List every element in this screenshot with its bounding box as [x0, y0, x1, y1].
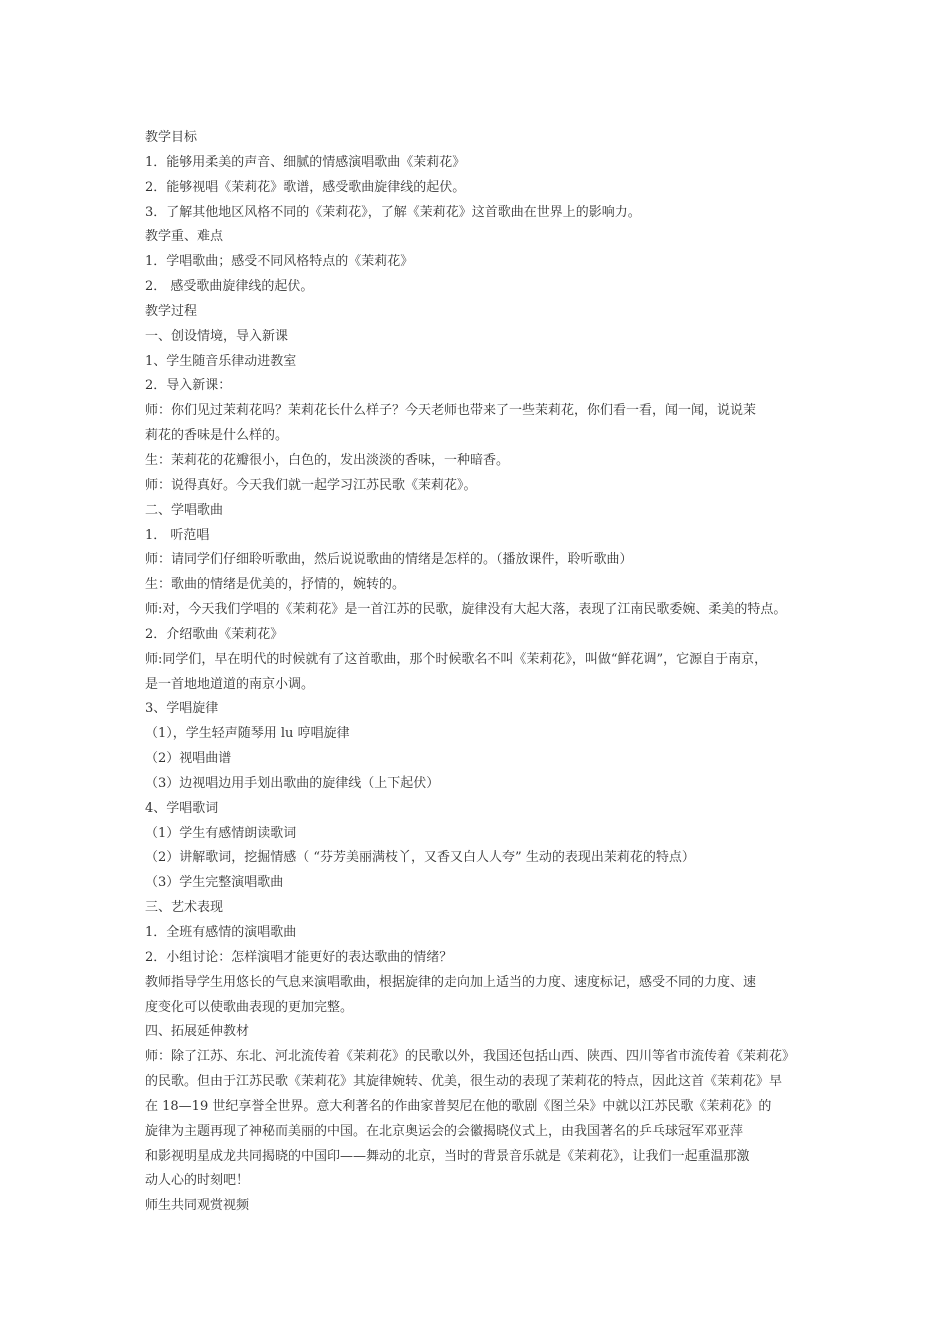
text-line: （3）学生完整演唱歌曲: [145, 875, 284, 891]
section-heading-teaching-goals: 教学目标: [145, 130, 198, 145]
text-line: （1）学生有感情朗读歌词: [145, 825, 297, 841]
text-line: 师：说得真好。今天我们就一起学习江苏民歌《茉莉花》。: [145, 477, 477, 493]
text-line: 师：除了江苏、东北、河北流传着《茉莉花》的民歌以外，我国还包括山西、陕西、四川等省市流传着《茉莉花》: [145, 1049, 796, 1065]
text-line: 1．全班有感情的演唱歌曲: [145, 925, 297, 940]
text-line: 4、学唱歌词: [145, 800, 219, 816]
key-point-1: 1．学唱歌曲；感受不同风格特点的《茉莉花》: [145, 254, 414, 270]
text-line: 3、学唱旋律: [145, 701, 219, 717]
goal-item-2: 2．能够视唱《茉莉花》歌谱，感受歌曲旋律线的起伏。: [145, 179, 466, 195]
part-heading-1: 一、创设情境，导入新课: [145, 328, 289, 344]
text-line: 师生共同观赏视频: [145, 1198, 250, 1214]
text-line: 1、学生随音乐律动进教室: [145, 353, 297, 369]
text-line: 教师指导学生用悠长的气息来演唱歌曲，根据旋律的走向加上适当的力度、速度标记，感受不同的力度、速: [145, 974, 757, 990]
key-point-2: 2． 感受歌曲旋律线的起伏。: [145, 279, 314, 295]
text-line: 师:同学们，早在明代的时候就有了这首歌曲，那个时候歌名不叫《茉莉花》，叫做“鲜花调”，它源自于南京，: [145, 651, 768, 667]
text-line: 是一首地地道道的南京小调。: [145, 676, 315, 692]
text-line: 度变化可以使歌曲表现的更加完整。: [145, 999, 354, 1015]
text-line: 2．介绍歌曲《茉莉花》: [145, 626, 284, 642]
text-line: 和影视明星成龙共同揭晓的中国印——舞动的北京，当时的背景音乐就是《茉莉花》，让我们一起重温那激: [145, 1148, 750, 1164]
part-heading-3: 三、艺术表现: [145, 900, 224, 916]
text-line: （3）边视唱边用手划出歌曲的旋律线（上下起伏）: [145, 775, 440, 791]
text-line: 的民歌。但由于江苏民歌《茉莉花》其旋律婉转、优美，很生动的表现了茉莉花的特点，因此这首《茉莉花》早: [145, 1074, 783, 1090]
goal-item-1: 1．能够用柔美的声音、细腻的情感演唱歌曲《茉莉花》: [145, 154, 466, 170]
text-line: （2）视唱曲谱: [145, 751, 232, 767]
part-heading-4: 四、拓展延伸教材: [145, 1024, 250, 1040]
text-line: 师:对，今天我们学唱的《茉莉花》是一首江苏的民歌，旋律没有大起大落，表现了江南民歌委婉、柔美的特点。: [145, 602, 787, 618]
text-line: 动人心的时刻吧！: [145, 1173, 250, 1189]
text-line: 1． 听范唱: [145, 527, 210, 543]
text-line: 生：茉莉花的花瓣很小，白色的，发出淡淡的香味，一种暗香。: [145, 452, 510, 468]
document-body: [145, 126, 815, 1219]
section-heading-key-points: 教学重、难点: [145, 229, 224, 245]
text-line: （1），学生轻声随琴用 lu 哼唱旋律: [145, 726, 350, 742]
text-line: 生：歌曲的情绪是优美的，抒情的，婉转的。: [145, 577, 406, 593]
text-line: 师：请同学们仔细聆听歌曲，然后说说歌曲的情绪是怎样的。（播放课件，聆听歌曲）: [145, 552, 633, 568]
goal-item-3: 3．了解其他地区风格不同的《茉莉花》，了解《茉莉花》这首歌曲在世界上的影响力。: [145, 204, 641, 220]
text-line: 莉花的香味是什么样的。: [145, 428, 289, 444]
part-heading-2: 二、学唱歌曲: [145, 502, 224, 518]
text-line: 师：你们见过茉莉花吗？茉莉花长什么样子？今天老师也带来了一些茉莉花，你们看一看，闻一闻，说说茉: [145, 403, 757, 419]
text-line: 2．导入新课：: [145, 378, 232, 394]
section-heading-process: 教学过程: [145, 303, 198, 319]
text-line: 旋律为主题再现了神秘而美丽的中国。在北京奥运会的会徽揭晓仪式上，由我国著名的乒乓球冠军邓亚萍: [145, 1123, 744, 1139]
text-line: （2）讲解歌词，挖掘情感（ “芬芳美丽满枝丫，又香又白人人夸” 生动的表现出茉莉花的特点）: [145, 850, 695, 866]
text-line: 在 18—19 世纪享誉全世界。意大利著名的作曲家普契尼在他的歌剧《图兰朵》中就以江苏民歌《茉莉花》的: [145, 1098, 772, 1114]
text-line: 2．小组讨论：怎样演唱才能更好的表达歌曲的情绪？: [145, 949, 453, 965]
